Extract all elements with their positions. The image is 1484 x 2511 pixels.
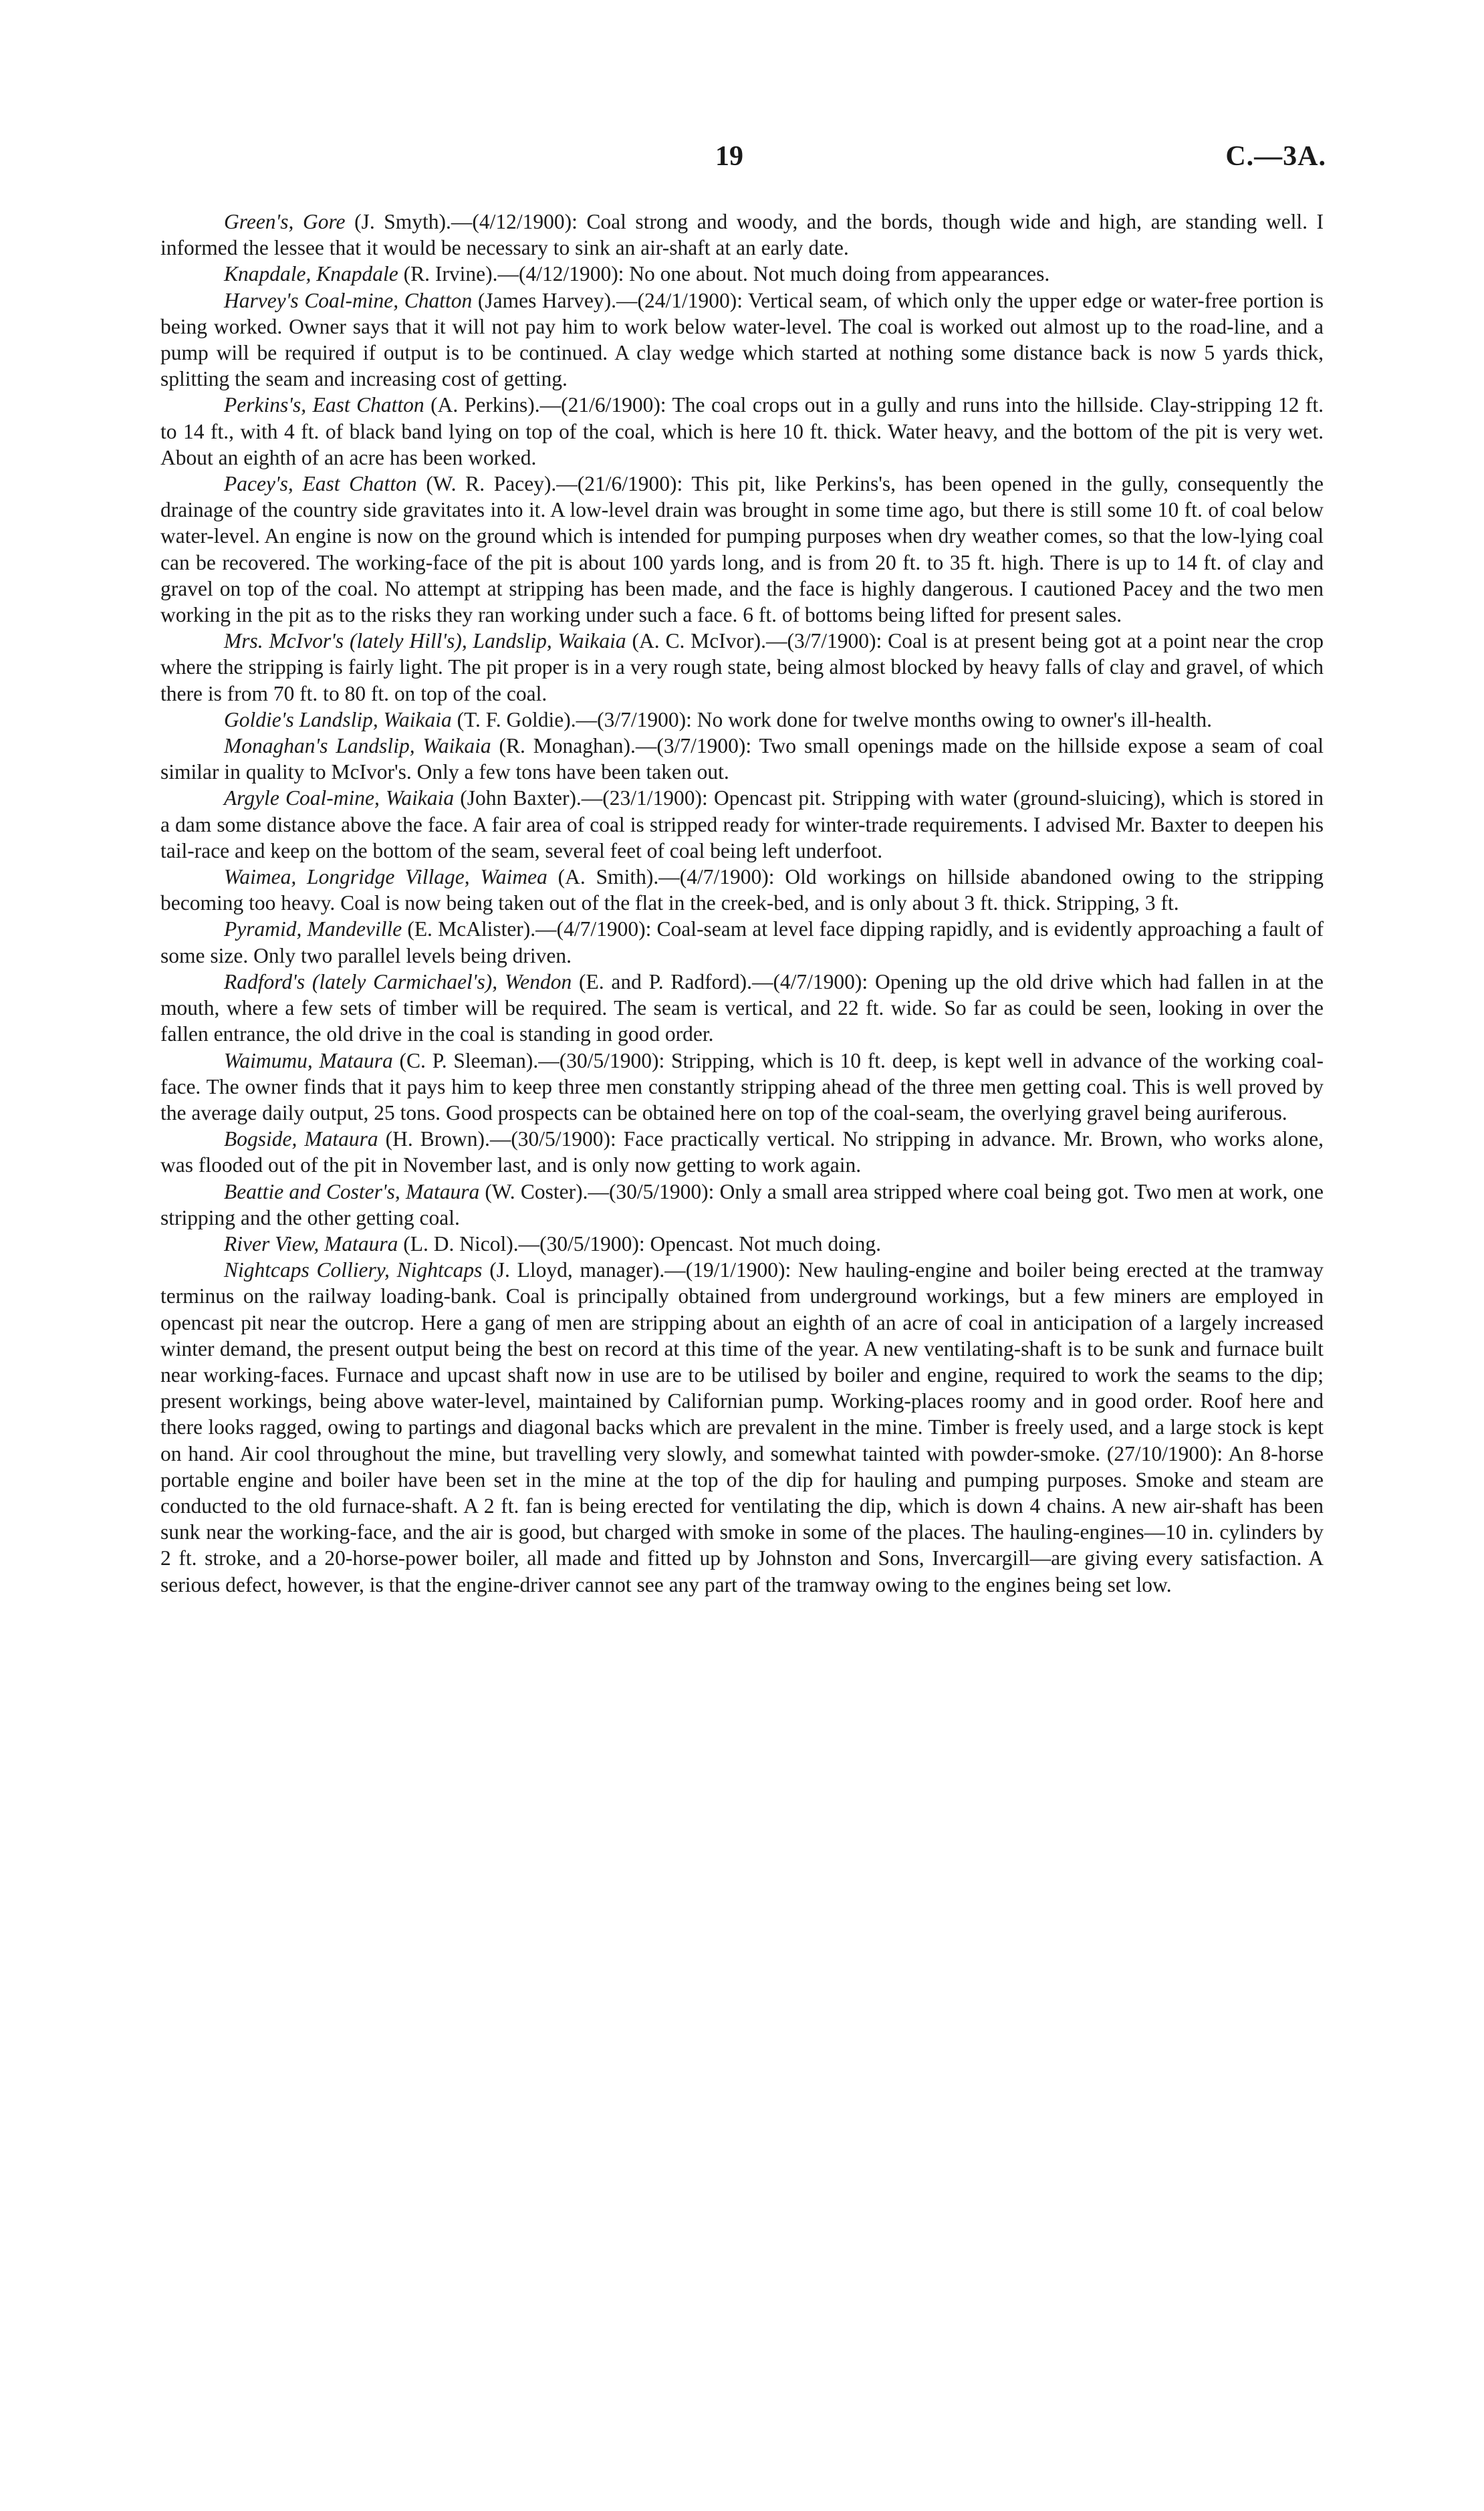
mine-name: Waimumu, Mataura: [224, 1048, 393, 1072]
mine-entry: [160, 209, 1324, 261]
mine-name: Goldie's Landslip, Waikaia: [224, 707, 452, 731]
mine-entry: [160, 1126, 1324, 1178]
page-header: [0, 140, 1484, 181]
mine-entry: [160, 392, 1324, 471]
mine-report: (A. Perkins).—(21/6/1900): The coal crops out in a gully and runs into the hillside. Clay-stripping 12 ft. to 14 ft., with 4 ft. of black band lying on top of the coal, which is here 10 ft. thick. Water heavy, and the bottom of the pit is very wet. About an eighth of an acre has been worked.: [160, 393, 1324, 469]
mine-report: (E. and P. Radford).—(4/7/1900): Opening up the old drive which had fallen in at the mouth, where a few sets of timber will be required. The seam is vertical, and 22 ft. wide. So far as could be seen, looking in over the fallen entrance, the old drive in the coal is standing in good order.: [160, 969, 1324, 1046]
report-body: [160, 209, 1324, 1598]
mine-name: Beattie and Coster's, Mataura: [224, 1179, 480, 1203]
mine-name: Mrs. McIvor's (lately Hill's), Landslip, Waikaia: [224, 629, 626, 653]
page-number: 19: [715, 141, 743, 172]
mine-name: Radford's (lately Carmichael's), Wendon: [224, 969, 572, 993]
mine-report: (R. Irvine).—(4/12/1900): No one about. Not much doing from appearances.: [398, 262, 1050, 286]
mine-report: (John Baxter).—(23/1/1900): Opencast pit. Stripping with water (ground-sluicing), which is stored in a dam some distance above the face. A fair area of coal is stripped ready for winter-trade requirements. I advised Mr. Baxter to deepen his tail-race and keep on the bottom of the seam, several feet of coal being left underfoot.: [160, 786, 1324, 862]
mine-name: Perkins's, East Chatton: [224, 393, 424, 417]
mine-entry: [160, 864, 1324, 916]
mine-name: Monaghan's Landslip, Waikaia: [224, 734, 491, 758]
mine-report: (H. Brown).—(30/5/1900): Face practically vertical. No stripping in advance. Mr. Brown, who works alone, was flooded out of the pit in November last, and is only now getting to work again.: [160, 1127, 1324, 1177]
mine-entry: [160, 969, 1324, 1048]
mine-report: (James Harvey).—(24/1/1900): Vertical seam, of which only the upper edge or water-free portion is being worked. Owner says that it will not pay him to work below water-level. The coal is worked out almost up to the road-line, and a pump will be required if output is to be continued. A clay wedge which started at nothing some distance back is now 5 yards thick, splitting the seam and increasing cost of getting.: [160, 288, 1324, 391]
mine-entry: [160, 1179, 1324, 1231]
mine-report: (C. P. Sleeman).—(30/5/1900): Stripping, which is 10 ft. deep, is kept well in advance of the working coal-face. The owner finds that it pays him to keep three men constantly stripping ahead of the three men getting coal. This is well proved by the average daily output, 25 tons. Good prospects can be obtained here on top of the coal-seam, the overlying gravel being auriferous.: [160, 1048, 1324, 1124]
mine-entry: [160, 733, 1324, 785]
mine-entry: [160, 287, 1324, 392]
mine-name: Knapdale, Knapdale: [224, 262, 398, 286]
mine-entry: [160, 628, 1324, 707]
mine-name: River View, Mataura: [224, 1231, 398, 1256]
mine-report: (J. Lloyd, manager).—(19/1/1900): New hauling-engine and boiler being erected at the tramway terminus on the railway loading-bank. Coal is principally obtained from underground workings, but a few miners are employed in opencast pit near the outcrop. Here a gang of men are stripping about an eighth of an acre of coal in anticipation of a largely increased winter demand, the present output being the best on record at this time of the year. A new ventilating-shaft is to be sunk and furnace built near working-faces. Furnace and upcast shaft now in use are to be utilised by boiler and engine, required to work the seams to the dip; present workings, being above water-level, maintained by Californian pump. Working-places roomy and in good order. Roof here and there looks ragged, owing to partings and diagonal backs which are prevalent in the mine. Timber is freely used, and a large stock is kept on hand. Air cool throughout the mine, but travelling very slowly, and somewhat tainted with powder-smoke. (27/10/1900): An 8-horse portable engine and boiler have been set in the mine at the top of the dip for hauling and pumping purposes. Smoke and steam are conducted to the old furnace-shaft. A 2 ft. fan is being erected for ventilating the dip, which is down 4 chains. A new air-shaft has been sunk near the working-face, and the air is good, but charged with smoke in some of the places. The hauling-engines—10 in. cylinders by 2 ft. stroke, and a 20-horse-power boiler, all made and fitted up by Johnston and Sons, Invercargill—are giving every satisfaction. A serious defect, however, is that the engine-driver cannot see any part of the tramway owing to the engines being set low.: [160, 1258, 1324, 1596]
mine-report: (R. Monaghan).—(3/7/1900): Two small openings made on the hillside expose a seam of coal similar in quality to McIvor's. Only a few tons have been taken out.: [160, 734, 1324, 784]
mine-entry: [160, 1231, 1324, 1257]
mine-name: Nightcaps Colliery, Nightcaps: [224, 1258, 483, 1282]
mine-entry: [160, 261, 1324, 287]
mine-report: (W. Coster).—(30/5/1900): Only a small area stripped where coal being got. Two men at work, one stripping and the other getting coal.: [160, 1179, 1324, 1229]
mine-name: Pacey's, East Chatton: [224, 472, 417, 496]
mine-name: Argyle Coal-mine, Waikaia: [224, 786, 455, 810]
mine-name: Harvey's Coal-mine, Chatton: [224, 288, 473, 312]
mine-entry: [160, 471, 1324, 628]
mine-report: (T. F. Goldie).—(3/7/1900): No work done for twelve months owing to owner's ill-health.: [451, 707, 1212, 731]
mine-entry: [160, 1048, 1324, 1126]
mine-name: Green's, Gore: [224, 210, 346, 233]
mine-name: Waimea, Longridge Village, Waimea: [224, 865, 547, 889]
mine-report: (E. McAlister).—(4/7/1900): Coal-seam at level face dipping rapidly, and is evidently approaching a fault of some size. Only two parallel levels being driven.: [160, 917, 1324, 967]
mine-entry: [160, 1257, 1324, 1598]
mine-report: (A. Smith).—(4/7/1900): Old workings on hillside abandoned owing to the stripping becoming too heavy. Coal is now being taken out of the flat in the creek-bed, and is only about 3 ft. thick. Stripping, 3 ft.: [160, 865, 1324, 915]
mine-name: Bogside, Mataura: [224, 1127, 378, 1151]
mine-report: (A. C. McIvor).—(3/7/1900): Coal is at present being got at a point near the crop where the stripping is fairly light. The pit proper is in a very rough state, being almost blocked by heavy falls of clay and gravel, of which there is from 70 ft. to 80 ft. on top of the coal.: [160, 629, 1324, 705]
mine-name: Pyramid, Mandeville: [224, 917, 402, 941]
mine-entry: [160, 707, 1324, 733]
mine-report: (J. Smyth).—(4/12/1900): Coal strong and woody, and the bords, though wide and high, are standing well. I informed the lessee that it would be necessary to sink an air-shaft at an early date.: [160, 210, 1324, 260]
mine-entry: [160, 916, 1324, 968]
mine-report: (L. D. Nicol).—(30/5/1900): Opencast. Not much doing.: [398, 1231, 882, 1256]
mine-report: (W. R. Pacey).—(21/6/1900): This pit, like Perkins's, has been opened in the gully, consequently the drainage of the country side gravitates into it. A low-level drain was brought in some time ago, but there is still some 10 ft. of coal below water-level. An engine is now on the ground which is intended for pumping purposes when dry weather comes, so that the low-lying coal can be recovered. The working-face of the pit is about 100 yards long, and is from 20 ft. to 35 ft. high. There is up to 14 ft. of clay and gravel on top of the coal. No attempt at stripping has been made, and the face is highly dangerous. I cautioned Pacey and the two men working in the pit as to the risks they ran working under such a face. 6 ft. of bottoms being lifted for present sales.: [160, 472, 1324, 627]
document-reference: C.—3A.: [1225, 141, 1326, 172]
mine-entry: [160, 785, 1324, 864]
